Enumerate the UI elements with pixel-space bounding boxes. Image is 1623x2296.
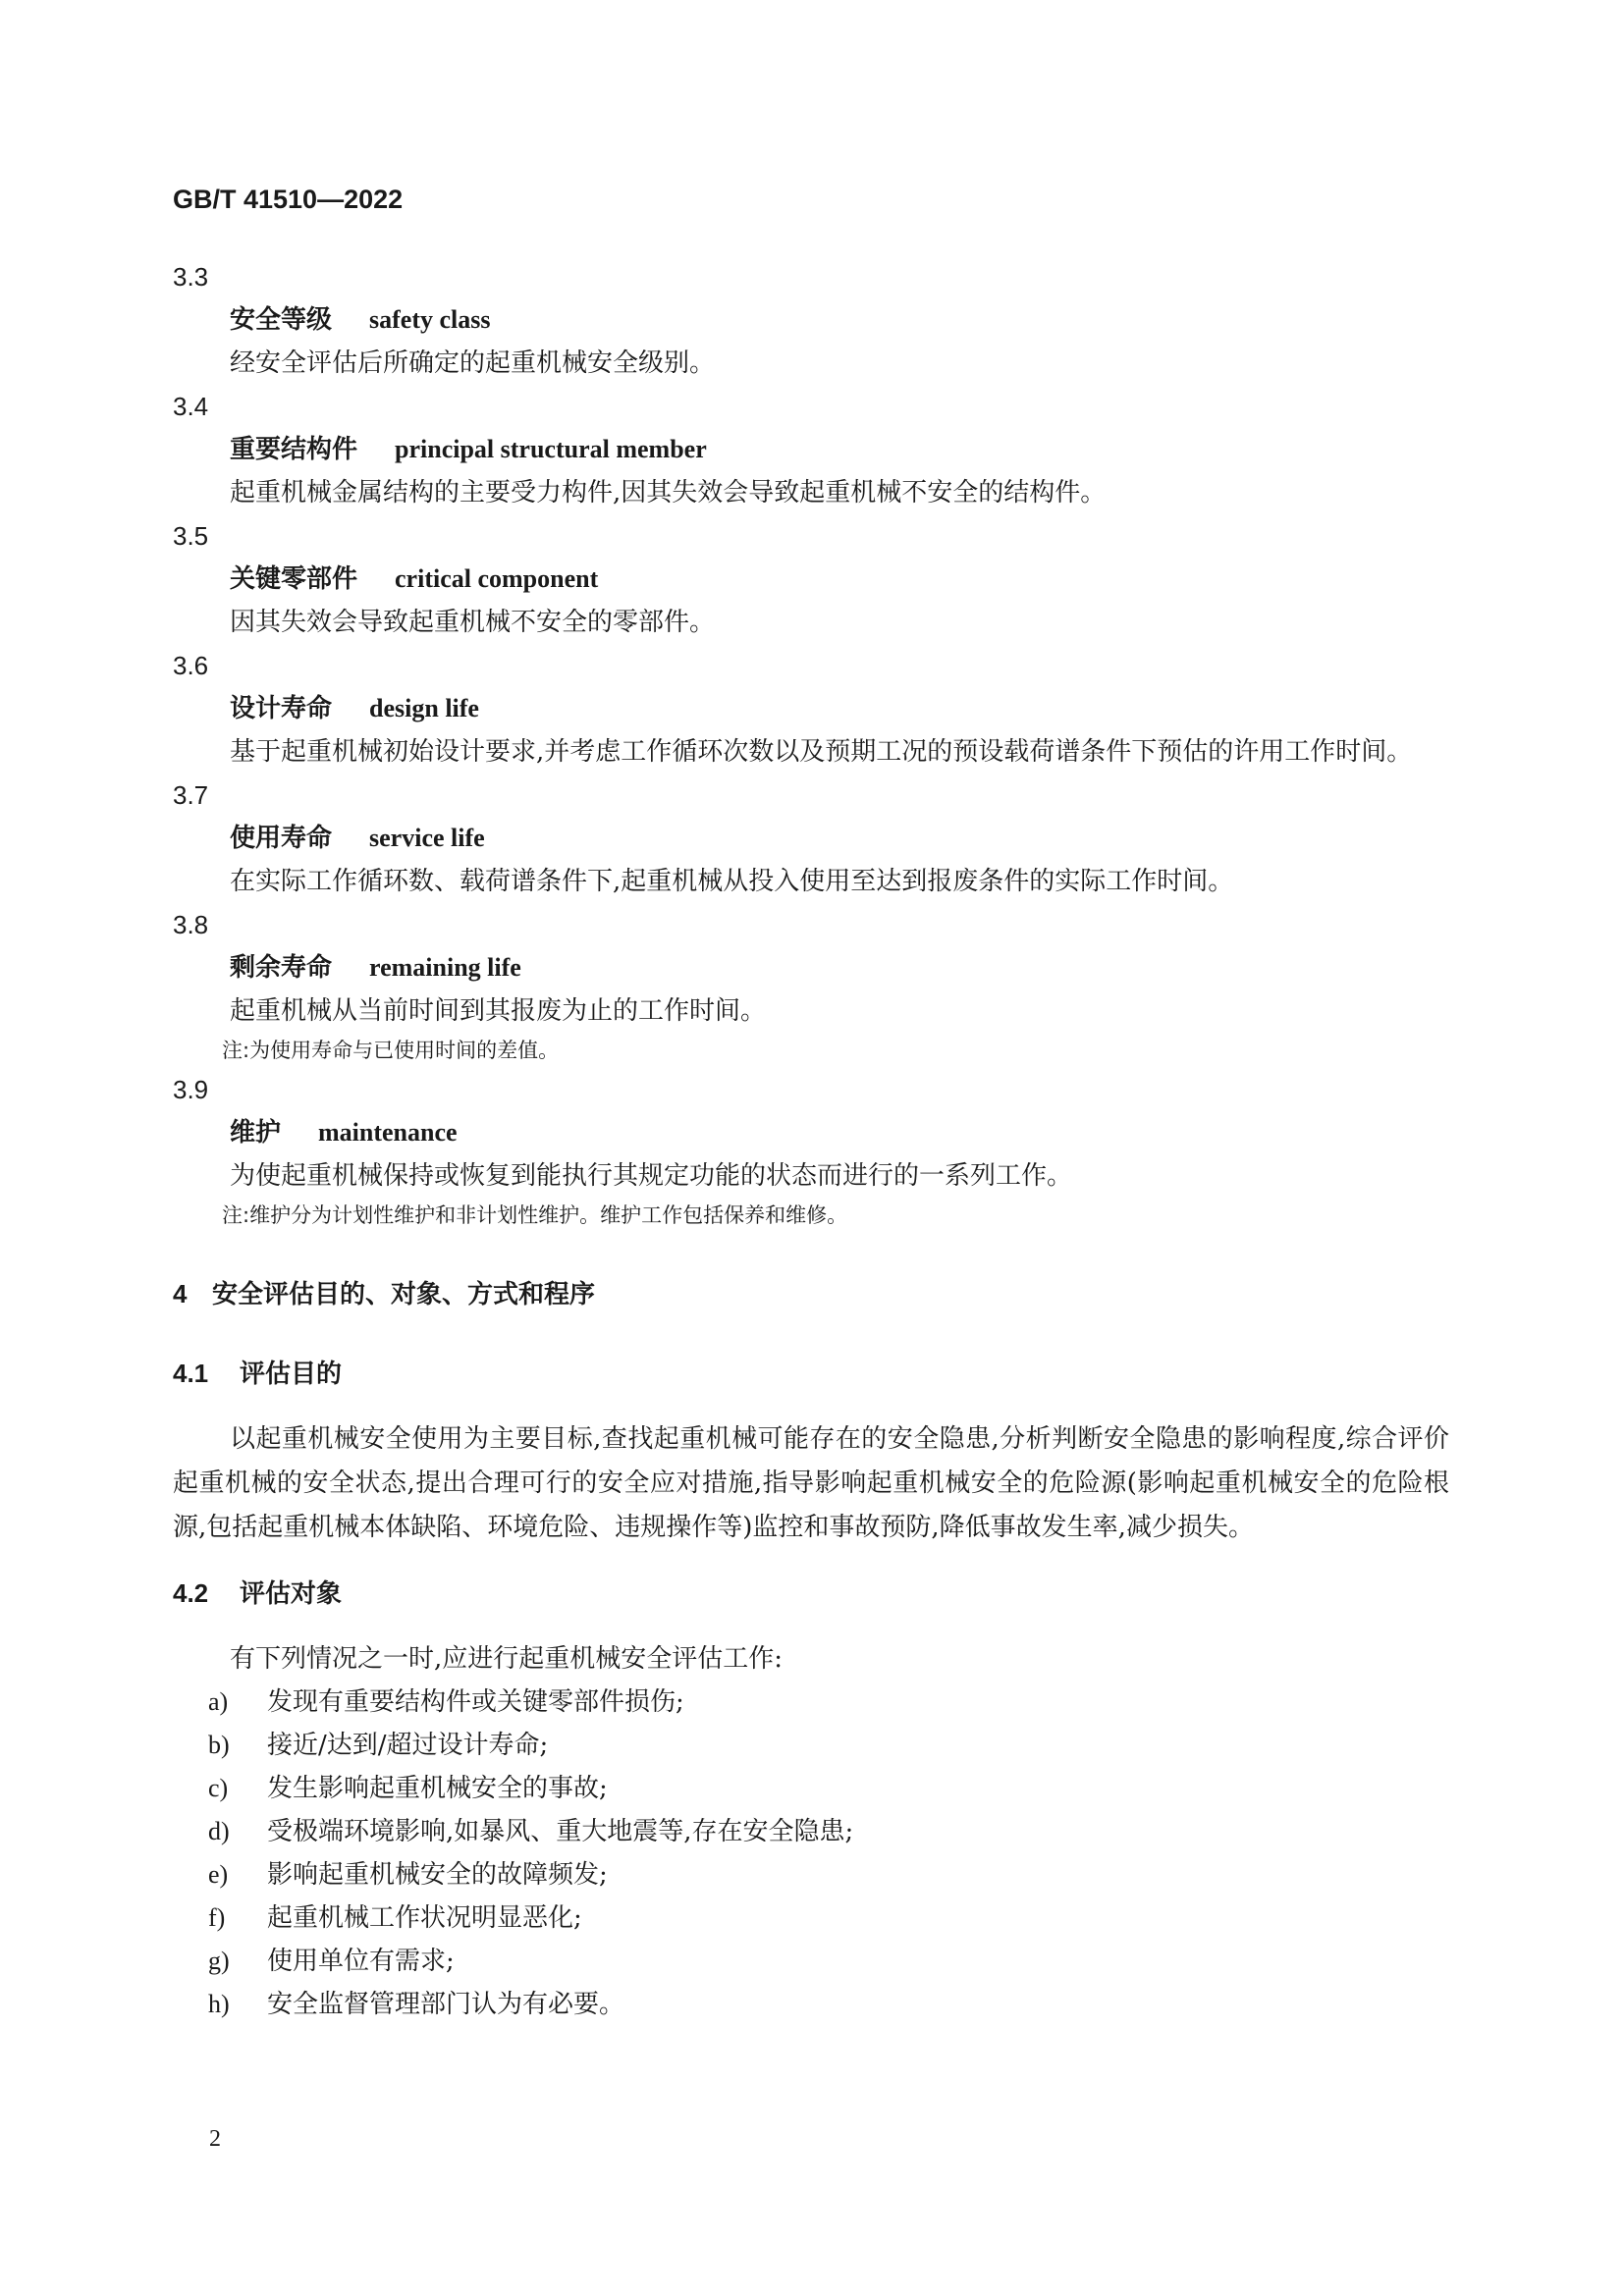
term-cn: 重要结构件 [230,435,358,464]
term-definition: 经安全评估后所确定的起重机械安全级别。 [230,348,716,378]
term-number: 3.8 [173,910,209,939]
section-title: 安全评估目的、对象、方式和程序 [212,1280,596,1309]
term-cn: 设计寿命 [230,694,333,723]
term-definition: 在实际工作循环数、载荷谱条件下,起重机械从投入使用至达到报废条件的实际工作时间。 [230,867,1234,896]
subsection-title: 评估对象 [240,1579,343,1609]
document-body [173,255,1449,2026]
term-note: 注:为使用寿命与已使用时间的差值。 [222,1039,560,1062]
term-number: 3.5 [173,521,209,551]
list-item: c) 发生影响起重机械安全的事故; [208,1774,608,1803]
term-entry [173,903,1449,1068]
subsection-title: 评估目的 [240,1360,343,1389]
term-entry [173,514,1449,644]
subsection-heading [173,1352,1449,1396]
paragraph: 以起重机械安全使用为主要目标,查找起重机械可能存在的安全隐患,分析判断安全隐患的影响程度,综合评价起重机械的安全状态,提出合理可行的安全应对措施,指导影响起重机械安全的危险源(影响起重机械安全的危险根源,包括起重机械本体缺陷、环境危险、违规操作等)监控和事故预防,降低事故发生率,减少损失。 [173,1424,1449,1542]
list-item: g) 使用单位有需求; [208,1947,455,1976]
term-cn: 安全等级 [230,305,333,335]
term-en: principal structural member [395,435,707,463]
term-number: 3.6 [173,651,209,680]
page-number: 2 [209,2126,221,2152]
term-number: 3.7 [173,780,209,810]
term-cn: 剩余寿命 [230,953,333,983]
term-en: service life [369,824,485,852]
list-item: d) 受极端环境影响,如暴风、重大地震等,存在安全隐患; [208,1817,854,1846]
section-number: 4 [173,1279,188,1308]
term-en: remaining life [369,953,521,982]
term-entry [173,255,1449,385]
document-id: GB/T 41510—2022 [173,185,404,214]
term-definition: 起重机械金属结构的主要受力构件,因其失效会导致起重机械不安全的结构件。 [230,478,1107,507]
list-item: b) 接近/达到/超过设计寿命; [208,1731,549,1760]
term-definition: 为使起重机械保持或恢复到能执行其规定功能的状态而进行的一系列工作。 [230,1161,1073,1191]
subsection-number: 4.1 [173,1359,209,1388]
term-cn: 关键零部件 [230,564,358,594]
list-item: h) 安全监督管理部门认为有必要。 [208,1990,625,2019]
term-note: 注:维护分为计划性维护和非计划性维护。维护工作包括保养和维修。 [222,1203,848,1227]
term-definition: 基于起重机械初始设计要求,并考虑工作循环次数以及预期工况的预设载荷谱条件下预估的许用工作时间。 [230,737,1413,767]
term-definition: 起重机械从当前时间到其报废为止的工作时间。 [230,996,767,1026]
paragraph: 有下列情况之一时,应进行起重机械安全评估工作: [230,1644,784,1674]
list [173,1681,1449,2026]
subsection-heading [173,1572,1449,1616]
term-number: 3.4 [173,392,209,421]
list-item: f) 起重机械工作状况明显恶化; [208,1903,582,1933]
term-entry [173,774,1449,903]
list-item: e) 影响起重机械安全的故障频发; [208,1860,608,1890]
term-number: 3.3 [173,262,209,292]
term-entry [173,385,1449,514]
term-entry [173,1068,1449,1233]
term-en: safety class [369,305,491,334]
term-definition: 因其失效会导致起重机械不安全的零部件。 [230,608,716,637]
list-item: a) 发现有重要结构件或关键零部件损伤; [208,1687,684,1717]
term-number: 3.9 [173,1075,209,1104]
section-heading [173,1272,1449,1316]
term-en: maintenance [318,1118,458,1147]
term-cn: 使用寿命 [230,824,333,853]
term-en: critical component [395,564,599,593]
term-cn: 维护 [230,1118,282,1148]
subsection-number: 4.2 [173,1578,209,1608]
term-entry [173,644,1449,774]
term-en: design life [369,694,479,722]
